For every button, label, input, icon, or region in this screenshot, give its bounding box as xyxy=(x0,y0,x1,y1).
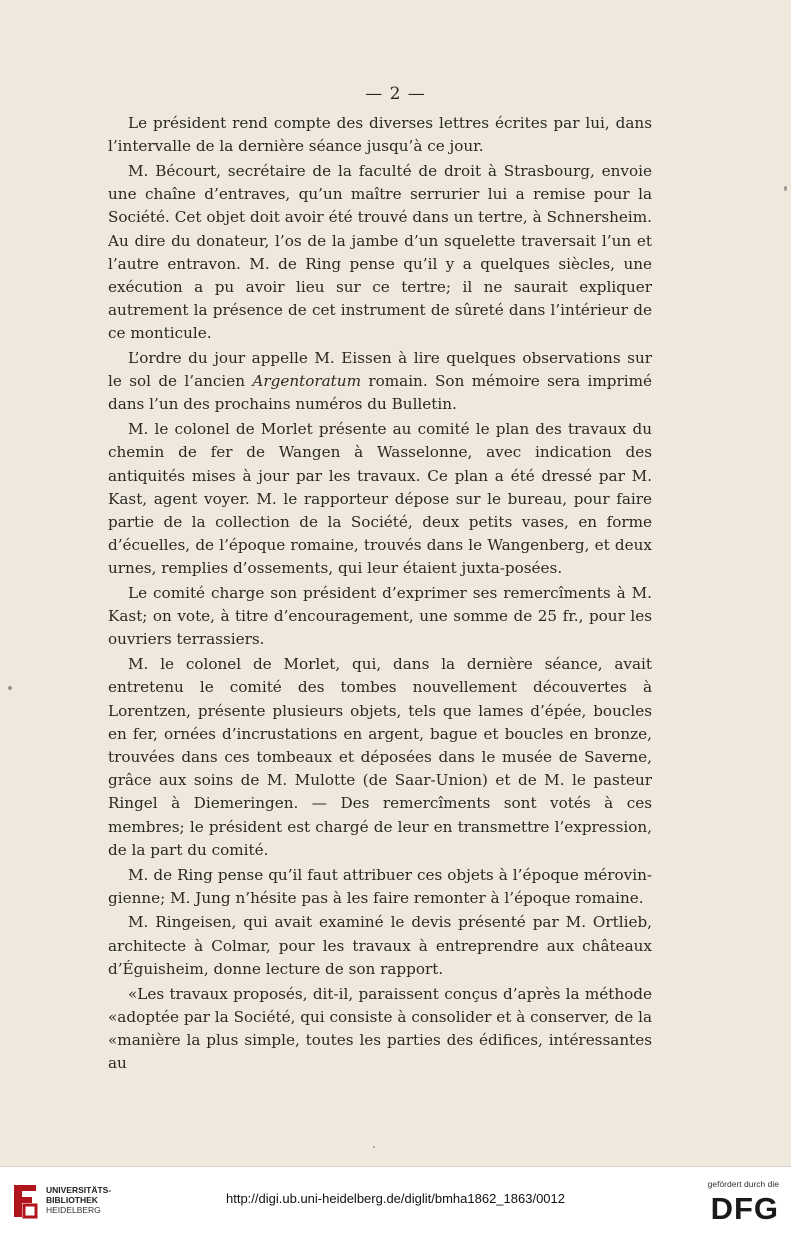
scan-speck xyxy=(373,1146,375,1148)
permalink-url[interactable]: http://digi.ub.uni-heidelberg.de/diglit/bmha1862_1863/0012 xyxy=(226,1191,565,1206)
scan-speck xyxy=(784,186,787,191)
library-name-line-3: HEIDELBERG xyxy=(46,1205,101,1215)
footer-bar xyxy=(0,1166,791,1233)
scan-speck xyxy=(8,686,12,690)
dfg-logo: DFG xyxy=(710,1191,779,1226)
italic-argentoratum: Argentoratum xyxy=(252,372,361,391)
library-name-line-1: UNIVERSITÄTS- xyxy=(46,1185,112,1195)
page-number: — 2 — xyxy=(365,84,426,104)
paragraph-5: Le comité charge son président d’exprimer ses remercîments à M. Kast; on vote, à titre d’encouragement, une somme de 25 fr., pour les ouvriers terrassiers. xyxy=(108,584,652,649)
paragraph-6: M. le colonel de Morlet, qui, dans la dernière séance, avait entretenu le comité des tombes nouvellement découvertes à Lorentzen, présente plusieurs objets, tels que lames d’épée, boucles en fer, ornées d’incrustations en argent, bague et boucles en bronze, trouvées dans ces tombeaux et déposées dans le musée de Saverne, grâce aux soins de M. Mulotte (de Saar-Union) et de M. le pasteur Ringel à Diemeringen. — Des remercîments sont votés à ces membres; le président est chargé de leur en transmettre l’expression, de la part du comité. xyxy=(108,655,652,859)
paragraph-7: M. de Ring pense qu’il faut attribuer ces objets à l’époque mérovingienne; M. Jung n’hésite pas à les faire remonter à l’époque romaine. xyxy=(108,865,652,907)
paragraph-3-text-c: des prochains numéros du Bulletin. xyxy=(183,395,457,414)
paragraph-9: «Les travaux proposés, dit-il, paraissent conçus d’après la méthode «adoptée par la Société, qui consiste à consolider et à conserver, de la «manière la plus simple, toutes les parties des édifices, intéressantes au xyxy=(108,984,652,1073)
library-name-line-2: BIBLIOTHEK xyxy=(46,1195,98,1205)
paragraph-2: M. Bécourt, secrétaire de la faculté de droit à Strasbourg, envoie une chaîne d’entraves, qu’un maître serrurier lui a remise pour la Société. Cet objet doit avoir été trouvé dans un tertre, à Schnersheim. Au dire du donateur, l’os de la jambe d’un squelette traversait l’un et l’autre entravon. M. de Ring pense qu’il y a quelques siècles, une exécution a pu avoir lieu sur ce tertre; il ne saurait expliquer autrement la présence de cet instrument de sûreté dans l’intérieur de ce monticule. xyxy=(108,161,652,343)
paragraph-8: M. Ringeisen, qui avait examiné le devis présenté par M. Ortlieb, architecte à Colmar, pour les travaux à entreprendre aux châteaux d’Éguisheim, donne lecture de son rapport. xyxy=(108,913,652,978)
body-text xyxy=(108,112,652,1077)
paragraph-3-text-b: romain. Son mémoire sera imprimé dans l’un xyxy=(108,372,653,414)
paragraph-3 xyxy=(108,347,652,417)
paragraph-1: Le président rend compte des diverses lettres écrites par lui, dans l’intervalle de la dernière séance jusqu’à ce jour. xyxy=(108,114,652,156)
funded-by-label: gefördert durch die xyxy=(707,1179,779,1189)
paragraph-4: M. le colonel de Morlet présente au comité le plan des travaux du chemin de fer de Wangen à Wasselonne, avec indication des antiquités mises à jour par les travaux. Ce plan a été dressé par M. Kast, agent voyer. M. le rapporteur dépose sur le bureau, pour faire partie de la collection de la Société, deux petits vases, en forme d’écuelles, de l’époque romaine, trouvés dans le Wangenberg, et deux urnes, remplies d’ossements, qui leur étaient juxta-posées. xyxy=(108,420,652,578)
paragraph-3-text-a: L’ordre du jour appelle M. Eissen à lire quelques observations sur le sol de l’ancien xyxy=(108,349,652,391)
